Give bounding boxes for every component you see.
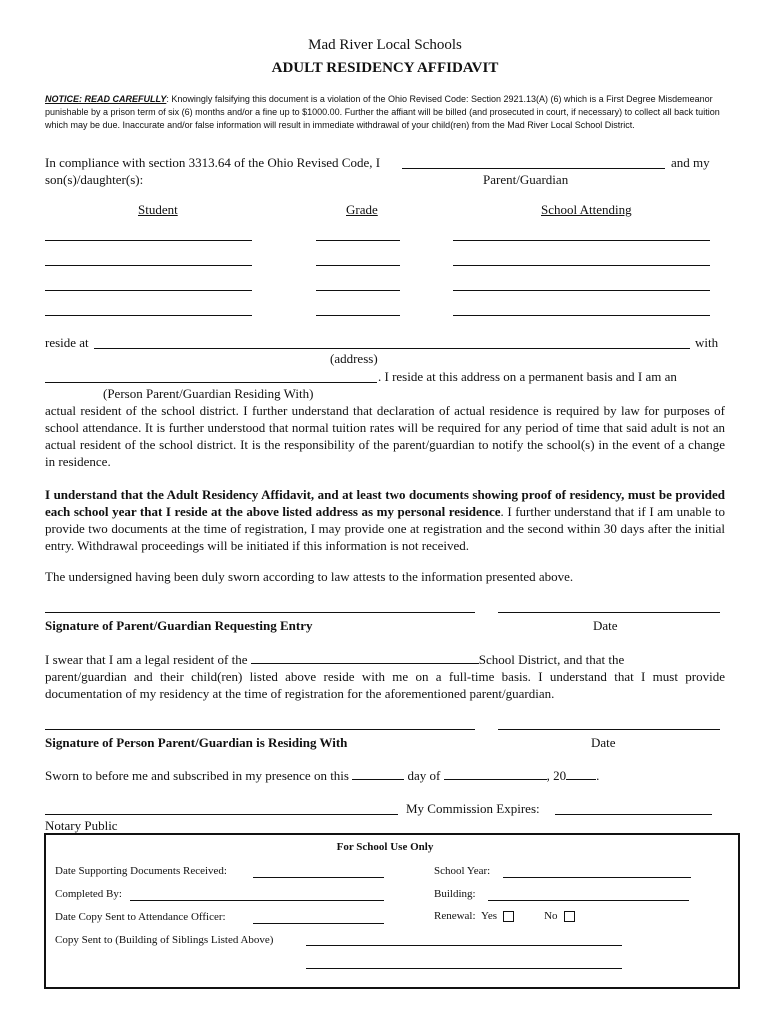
parent-name-field[interactable] <box>402 168 665 169</box>
compliance-lead: In compliance with section 3313.64 of the Ohio Revised Code, I <box>45 155 381 170</box>
date-label-1: Date <box>593 618 618 633</box>
grade-field[interactable] <box>316 265 400 266</box>
notary-signature-field[interactable] <box>45 814 398 815</box>
reside-lead: reside at <box>45 335 89 350</box>
student-field[interactable] <box>45 315 252 316</box>
building-field[interactable] <box>488 900 689 901</box>
understand-bold: I understand that the Adult Residency Affidavit, and at least two documents showing proof of residency, must be provided each school year that I reside at the above listed address as my personal residence <box>45 487 725 519</box>
student-field[interactable] <box>45 265 252 266</box>
building-label: Building: <box>434 888 476 900</box>
grade-field[interactable] <box>316 290 400 291</box>
permanent-basis-text: . I reside at this address on a permanent basis and I am an <box>378 369 677 384</box>
renewal-no-label: No <box>544 910 558 922</box>
copy-attendance-field[interactable] <box>253 923 384 924</box>
student-field[interactable] <box>45 240 252 241</box>
signature-residing-field[interactable] <box>45 729 475 730</box>
address-field[interactable] <box>94 348 690 349</box>
month-field[interactable] <box>444 768 547 780</box>
district-name: Mad River Local Schools <box>308 37 462 53</box>
renewal-no-checkbox[interactable] <box>564 911 575 922</box>
date-label-2: Date <box>591 735 616 750</box>
school-field[interactable] <box>453 265 710 266</box>
swear-lead: I swear that I am a legal resident of the <box>45 652 248 667</box>
school-field[interactable] <box>453 240 710 241</box>
copy-attendance-label: Date Copy Sent to Attendance Officer: <box>55 911 226 923</box>
school-field[interactable] <box>453 290 710 291</box>
compliance-trail: and my <box>671 155 710 170</box>
grade-header: Grade <box>346 202 378 217</box>
person-label: (Person Parent/Guardian Residing With) <box>103 386 314 401</box>
notice-block <box>45 93 725 132</box>
completed-by-label: Completed By: <box>55 888 122 900</box>
notice-label: NOTICE: READ CAREFULLY <box>45 94 167 104</box>
day-of-label: day of <box>407 768 441 783</box>
signature-requesting-field[interactable] <box>45 612 475 613</box>
children-label: son(s)/daughter(s): <box>45 172 144 187</box>
school-district-field[interactable] <box>251 652 479 664</box>
parent-guardian-label: Parent/Guardian <box>483 172 569 187</box>
signature-requesting-label: Signature of Parent/Guardian Requesting Entry <box>45 618 313 633</box>
school-field[interactable] <box>453 315 710 316</box>
commission-expires-label: My Commission Expires: <box>406 801 540 816</box>
understand-rest: . I further understand that if I am unable to provide two documents at the time of registration, I may provide one at registration and the second within 30 days after the initial entry. Withdrawal proceedings will be initiated if this information is not received. <box>45 504 725 553</box>
sworn-statement: The undersigned having been duly sworn according to law attests to the information presented above. <box>45 569 574 584</box>
student-field[interactable] <box>45 290 252 291</box>
signature-residing-label: Signature of Person Parent/Guardian is Residing With <box>45 735 348 750</box>
copy-sent-label: Copy Sent to (Building of Siblings Listed Above) <box>55 934 274 946</box>
person-residing-with-field[interactable] <box>45 382 377 383</box>
school-attending-header: School Attending <box>541 202 632 217</box>
date-field-2[interactable] <box>498 729 720 730</box>
residence-paragraph: actual resident of the school district. I further understand that declaration of actual residence is required by law for purposes of school attendance. It is further understood that normal tuition rates will be required for any period of time that said adult is not an actual resident of the school district. It is the responsibility of the parent/guardian to notify the school(s) in the event of a change in residence. <box>45 403 725 469</box>
school-year-label: School Year: <box>434 865 491 877</box>
sworn-before-lead: Sworn to before me and subscribed in my presence on this <box>45 768 349 783</box>
swear-line <box>45 652 624 668</box>
commission-expires-field[interactable] <box>555 814 712 815</box>
renewal-row <box>434 910 575 922</box>
address-label: (address) <box>330 351 378 366</box>
docs-received-label: Date Supporting Documents Received: <box>55 865 227 877</box>
date-field-1[interactable] <box>498 612 720 613</box>
student-header: Student <box>138 202 178 217</box>
year-field[interactable] <box>566 768 596 780</box>
grade-field[interactable] <box>316 315 400 316</box>
understand-paragraph <box>45 486 725 554</box>
form-title: ADULT RESIDENCY AFFIDAVIT <box>271 60 499 76</box>
sworn-before-line <box>45 768 599 784</box>
school-use-title: For School Use Only <box>336 841 434 853</box>
day-field[interactable] <box>352 768 404 780</box>
school-year-field[interactable] <box>503 877 691 878</box>
sworn-end: . <box>596 768 600 783</box>
swear-rest: parent/guardian and their child(ren) listed above reside with me on a full-time basis. I understand that I must provide documentation of my residency at the time of registration for the aforementioned parent/guardian. <box>45 669 725 701</box>
notary-public-label: Notary Public <box>45 818 118 833</box>
copy-sent-field-2[interactable] <box>306 968 622 969</box>
renewal-yes-checkbox[interactable] <box>503 911 514 922</box>
renewal-label: Renewal: <box>434 910 476 922</box>
year-prefix: , 20 <box>546 768 567 783</box>
completed-by-field[interactable] <box>130 900 384 901</box>
swear-after: School District, and that the <box>478 652 625 667</box>
docs-received-field[interactable] <box>253 877 384 878</box>
grade-field[interactable] <box>316 240 400 241</box>
copy-sent-field-1[interactable] <box>306 945 622 946</box>
notice-text: : Knowingly falsifying this document is a violation of the Ohio Revised Code: Section 2921.13(A) (6) which is a First Degree Misdemeanor punishable by a prison term of six (6) months and/or a fine up to $1000.00. Further the affiant will be billed (and prosecuted in court, if necessary) to collect all back tuition which may be due. Inaccurate and/or false information will result in immediate withdrawal of your child(ren) from the Mad River Local School District. <box>45 94 720 130</box>
renewal-yes-label: Yes <box>481 910 498 922</box>
reside-trail: with <box>695 335 719 350</box>
